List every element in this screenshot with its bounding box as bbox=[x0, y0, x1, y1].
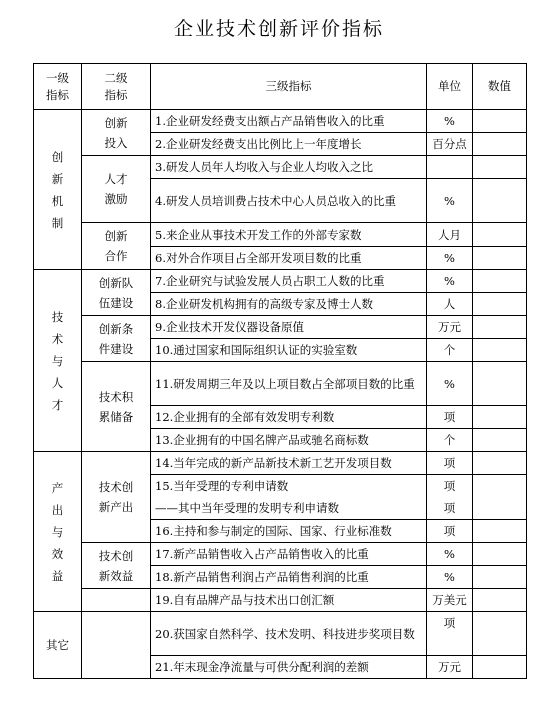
indicator-value[interactable] bbox=[473, 339, 527, 362]
subgroup-empty bbox=[82, 612, 151, 679]
indicator-value[interactable] bbox=[473, 429, 527, 452]
subgroup-empty bbox=[82, 589, 151, 612]
indicator-text: 3.研发人员年人均收入与企业人均收入之比 bbox=[151, 156, 427, 179]
group-label: 技术与人才 bbox=[51, 309, 64, 412]
subgroup-innovation-benefit: 技术创 新效益 bbox=[82, 543, 151, 589]
indicator-unit: % bbox=[427, 179, 473, 223]
group-technology-talent bbox=[34, 270, 82, 452]
indicator-unit: 万元 bbox=[427, 316, 473, 339]
table-row bbox=[34, 612, 527, 656]
indicator-unit: % bbox=[427, 543, 473, 566]
indicator-unit: 万美元 bbox=[427, 589, 473, 612]
indicator-value[interactable] bbox=[473, 520, 527, 543]
indicator-value[interactable] bbox=[473, 612, 527, 656]
header-level2: 二级 指标 bbox=[82, 64, 151, 110]
indicator-table bbox=[33, 63, 527, 679]
indicator-value[interactable] bbox=[473, 316, 527, 339]
indicator-value[interactable] bbox=[473, 133, 527, 156]
indicator-text: 4.研发人员培训费占技术中心人员总收入的比重 bbox=[151, 179, 427, 223]
indicator-text: 17.新产品销售收入占产品销售收入的比重 bbox=[151, 543, 427, 566]
table-row bbox=[34, 362, 527, 406]
subgroup-innovation-input: 创新 投入 bbox=[82, 110, 151, 156]
group-label: 创新机制 bbox=[51, 149, 64, 230]
group-output-benefit bbox=[34, 452, 82, 612]
page-title: 企业技术创新评价指标 bbox=[173, 18, 384, 40]
indicator-unit: 项 bbox=[427, 612, 473, 656]
table-row bbox=[34, 270, 527, 293]
indicator-text: 19.自有品牌产品与技术出口创汇额 bbox=[151, 589, 427, 612]
table-row bbox=[34, 543, 527, 566]
subgroup-team-building: 创新队 伍建设 bbox=[82, 270, 151, 316]
indicator-unit: 项 bbox=[427, 406, 473, 429]
indicator-unit: 个 bbox=[427, 339, 473, 362]
group-innovation-mechanism bbox=[34, 110, 82, 270]
indicator-unit: 项 bbox=[427, 452, 473, 475]
subgroup-innovation-output: 技术创 新产出 bbox=[82, 452, 151, 543]
indicator-text: 7.企业研究与试验发展人员占职工人数的比重 bbox=[151, 270, 427, 293]
indicator-unit: 万元 bbox=[427, 656, 473, 679]
indicator-value[interactable] bbox=[473, 475, 527, 520]
subgroup-innovation-cooperation: 创新 合作 bbox=[82, 223, 151, 270]
indicator-value[interactable] bbox=[473, 656, 527, 679]
indicator-text: 14.当年完成的新产品新技术新工艺开发项目数 bbox=[151, 452, 427, 475]
indicator-value[interactable] bbox=[473, 179, 527, 223]
table-row bbox=[34, 316, 527, 339]
header-unit: 单位 bbox=[427, 64, 473, 110]
table-row bbox=[34, 589, 527, 612]
indicator-unit: 项 项 bbox=[427, 475, 473, 520]
indicator-unit: % bbox=[427, 247, 473, 270]
indicator-text: 1.企业研发经费支出额占产品销售收入的比重 bbox=[151, 110, 427, 133]
indicator-value[interactable] bbox=[473, 270, 527, 293]
indicator-text: 10.通过国家和国际组织认证的实验室数 bbox=[151, 339, 427, 362]
header-row bbox=[34, 64, 527, 110]
indicator-text: 6.对外合作项目占全部开发项目数的比重 bbox=[151, 247, 427, 270]
indicator-value[interactable] bbox=[473, 589, 527, 612]
indicator-text: 13.企业拥有的中国名牌产品或驰名商标数 bbox=[151, 429, 427, 452]
indicator-value[interactable] bbox=[473, 362, 527, 406]
indicator-text: 21.年末现金净流量与可供分配利润的差额 bbox=[151, 656, 427, 679]
indicator-value[interactable] bbox=[473, 293, 527, 316]
indicator-value[interactable] bbox=[473, 566, 527, 589]
indicator-text: 20.获国家自然科学、技术发明、科技进步奖项目数 bbox=[151, 612, 427, 656]
indicator-unit: % bbox=[427, 110, 473, 133]
indicator-value[interactable] bbox=[473, 110, 527, 133]
header-level1: 一级 指标 bbox=[34, 64, 82, 110]
indicator-unit: 人月 bbox=[427, 223, 473, 247]
indicator-value[interactable] bbox=[473, 223, 527, 247]
group-label: 产出与效益 bbox=[51, 480, 64, 583]
indicator-unit: 个 bbox=[427, 429, 473, 452]
indicator-unit: 项 bbox=[427, 520, 473, 543]
indicator-text: 9.企业技术开发仪器设备原值 bbox=[151, 316, 427, 339]
header-value: 数值 bbox=[473, 64, 527, 110]
indicator-value[interactable] bbox=[473, 543, 527, 566]
indicator-unit: 百分点 bbox=[427, 133, 473, 156]
indicator-unit: % bbox=[427, 362, 473, 406]
table-row bbox=[34, 452, 527, 475]
indicator-text: 15.当年受理的专利申请数 ——其中当年受理的发明专利申请数 bbox=[151, 475, 427, 520]
indicator-text: 12.企业拥有的全部有效发明专利数 bbox=[151, 406, 427, 429]
indicator-text: 16.主持和参与制定的国际、国家、行业标准数 bbox=[151, 520, 427, 543]
subgroup-conditions-building: 创新条 件建设 bbox=[82, 316, 151, 362]
indicator-unit: 人 bbox=[427, 293, 473, 316]
indicator-text: 18.新产品销售利润占产品销售利润的比重 bbox=[151, 566, 427, 589]
indicator-text: 8.企业研发机构拥有的高级专家及博士人数 bbox=[151, 293, 427, 316]
subgroup-technology-reserve: 技术积 累储备 bbox=[82, 362, 151, 452]
indicator-value[interactable] bbox=[473, 452, 527, 475]
indicator-value[interactable] bbox=[473, 406, 527, 429]
group-label: 其它 bbox=[46, 638, 69, 652]
table-row bbox=[34, 223, 527, 247]
indicator-text: 5.来企业从事技术开发工作的外部专家数 bbox=[151, 223, 427, 247]
indicator-text: 2.企业研发经费支出比例比上一年度增长 bbox=[151, 133, 427, 156]
indicator-value[interactable] bbox=[473, 247, 527, 270]
group-other bbox=[34, 612, 82, 679]
indicator-text: 11.研发周期三年及以上项目数占全部项目数的比重 bbox=[151, 362, 427, 406]
table-row bbox=[34, 110, 527, 133]
indicator-value[interactable] bbox=[473, 156, 527, 179]
subgroup-talent-incentive: 人才 激励 bbox=[82, 156, 151, 223]
table-row bbox=[34, 156, 527, 179]
indicator-unit: % bbox=[427, 566, 473, 589]
header-level3: 三级指标 bbox=[151, 64, 427, 110]
indicator-unit bbox=[427, 156, 473, 179]
indicator-unit: % bbox=[427, 270, 473, 293]
